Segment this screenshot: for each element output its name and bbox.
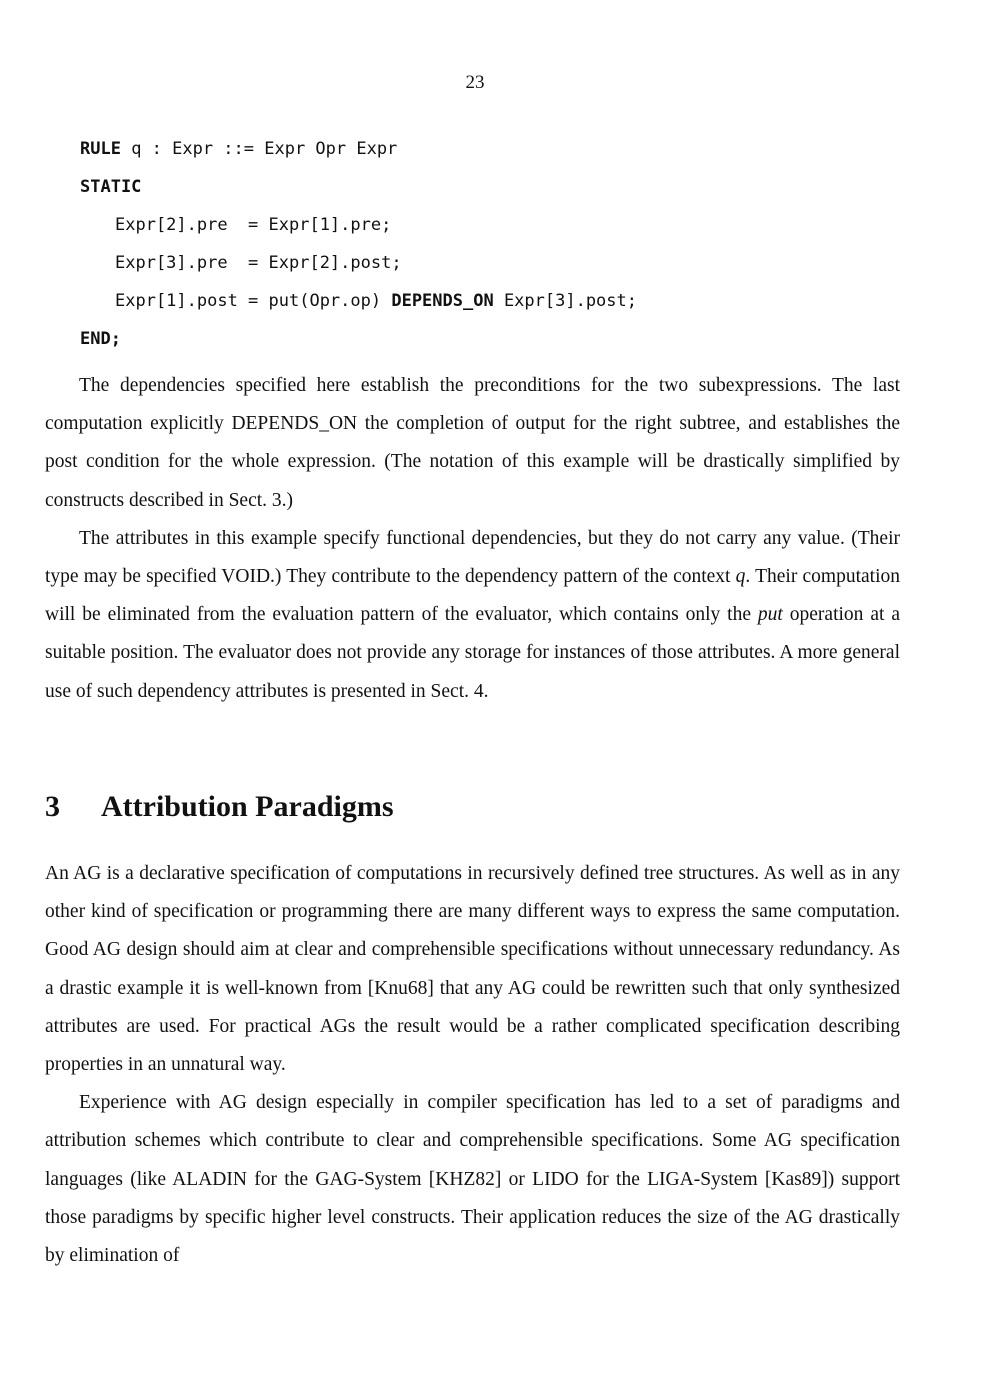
- section-heading: [45, 790, 394, 824]
- paragraph: [45, 520, 900, 711]
- code-end-keyword: END;: [80, 329, 121, 349]
- code-block: [80, 130, 637, 358]
- code-statement-2: Expr[3].pre = Expr[2].post;: [115, 253, 402, 273]
- paragraph-text: The attributes in this example specify functional dependencies, but they do not carry any value. (Their type may be specified VOID.) They contribute to the dependency pattern of the context: [45, 527, 900, 588]
- body-text-top: [45, 367, 900, 711]
- section-title: Attribution Paradigms: [101, 790, 394, 823]
- paragraph: The dependencies specified here establish the preconditions for the two subexpressions. The last computation explicitly DEPENDS_ON the completion of output for the right subtree, and establishes the post condition for the whole expression. (The notation of this example will be drastically simplified by constructs described in Sect. 3.): [45, 375, 900, 511]
- code-static-keyword: STATIC: [80, 177, 142, 197]
- code-rule-line: [80, 130, 637, 168]
- code-rule-text: q : Expr ::= Expr Opr Expr: [120, 139, 398, 159]
- paragraph: Experience with AG design especially in compiler specification has led to a set of paradigms and attribution schemes which contribute to clear and comprehensible specifications. Some AG specification languages (like ALADIN for the GAG-System [KHZ82] or LIDO for the LIGA-System [Kas89]) support those paradigms by specific higher level constructs. Their application reduces the size of the AG drastically by elimination of: [45, 1092, 900, 1267]
- code-rule-keyword: RULE: [80, 139, 121, 159]
- page-number: 23: [465, 72, 485, 93]
- italic-term: q: [735, 566, 746, 588]
- paragraph: An AG is a declarative specification of computations in recursively defined tree structures. As well as in any other kind of specification or programming there are many different ways to express the same computation. Good AG design should aim at clear and comprehensible specifications without unnecessary redundancy. As a drastic example it is well-known from [Knu68] that any AG could be rewritten such that only synthesized attributes are used. For practical AGs the result would be a rather complicated specification describing properties in an unnatural way.: [45, 863, 900, 1076]
- code-statement-3: [80, 282, 637, 320]
- body-text-bottom: [45, 855, 900, 1275]
- code-statement-3-rhs: Expr[3].post;: [493, 291, 637, 311]
- paragraph-text: operation at a suitable position. The evaluator does not provide any storage for instances of those attributes. A more general use of such dependency attributes is presented in Sect. 4.: [45, 604, 900, 702]
- code-depends-on-keyword: DEPENDS_ON: [391, 291, 494, 311]
- code-statement-3-lhs: Expr[1].post = put(Opr.op): [115, 291, 392, 311]
- section-number: 3: [45, 790, 60, 823]
- italic-term: put: [757, 604, 783, 626]
- code-statement-1: Expr[2].pre = Expr[1].pre;: [115, 215, 392, 235]
- paragraph-text: . Their computation will be eliminated from the evaluation pattern of the evaluator, which contains only the: [45, 566, 900, 626]
